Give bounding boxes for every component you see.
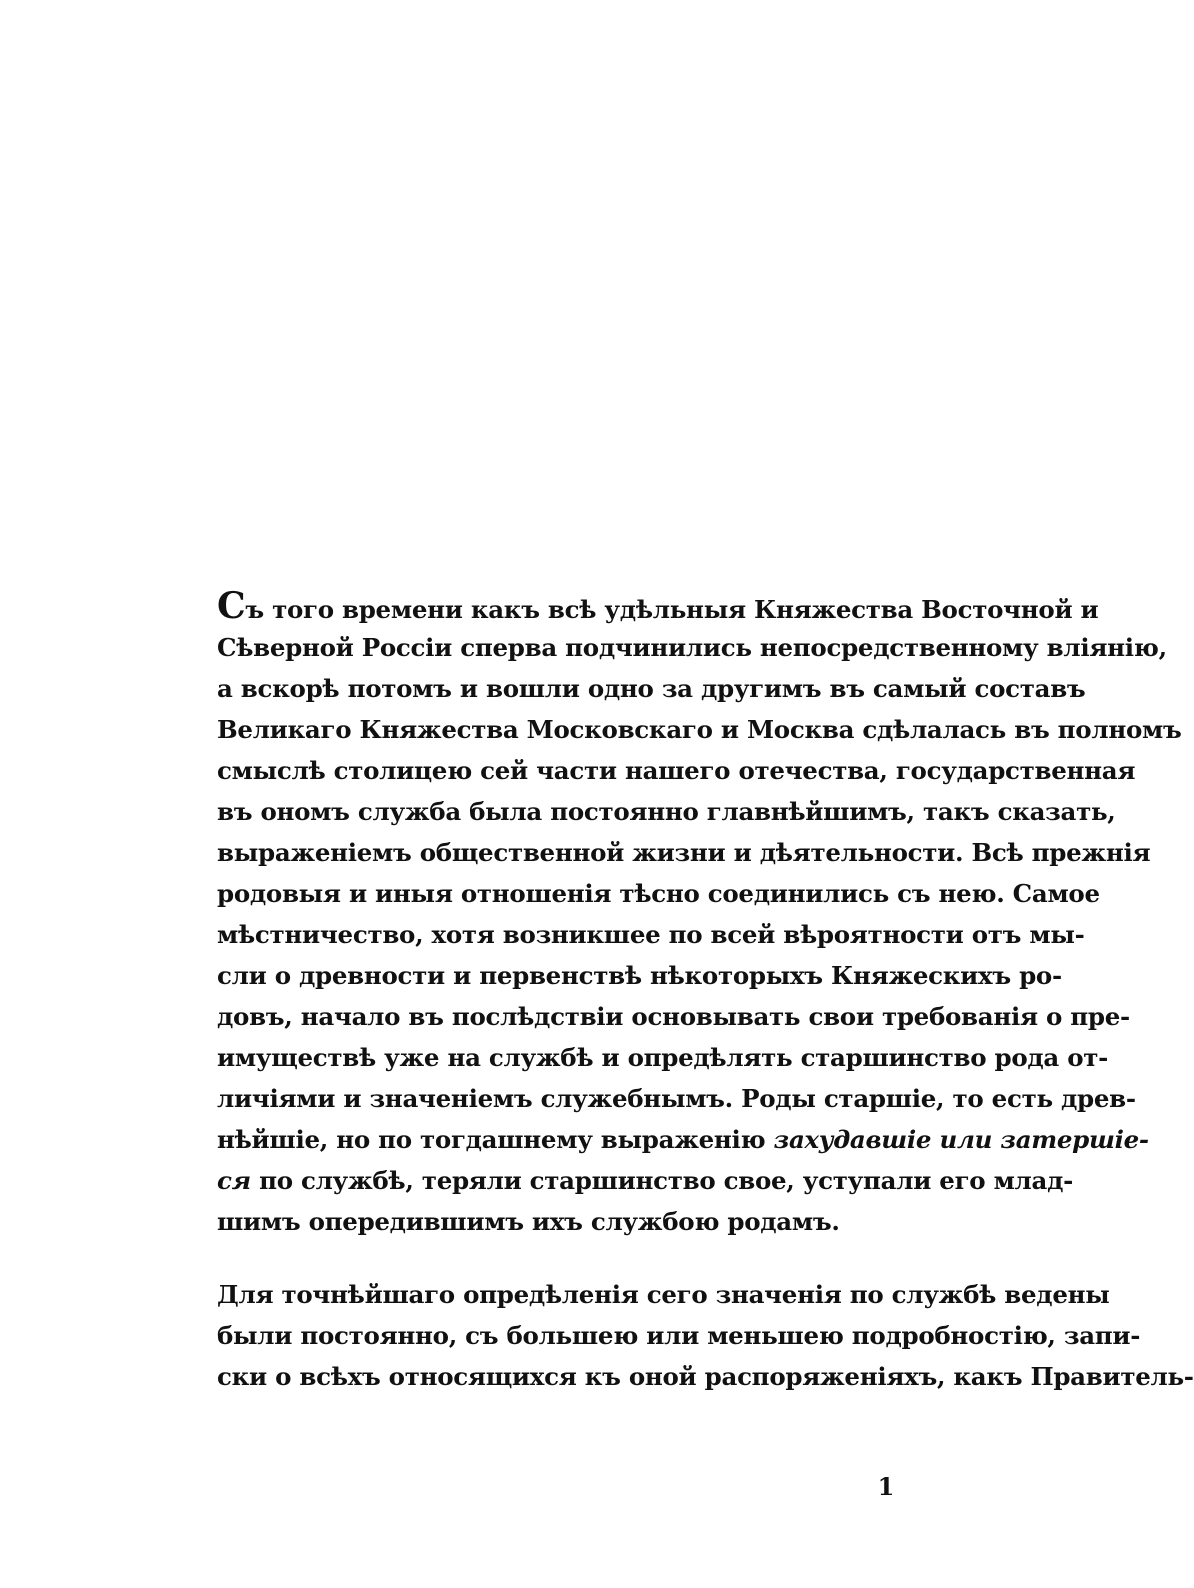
- text-line: нѣйшіе, но по тогдашнему выраженію захудавшіе или затершіе-: [217, 1125, 1149, 1154]
- paragraph-2: [217, 1274, 1194, 1397]
- body-text: [217, 585, 1194, 1397]
- paragraph-gap: [217, 1242, 993, 1274]
- italic-word: затершіе-: [1000, 1125, 1149, 1154]
- page-number: 1: [877, 1472, 895, 1501]
- text-line: были постоянно, съ большею или меньшею подробностію, запи-: [217, 1321, 1141, 1350]
- text-line: Сѣверной Россіи сперва подчинились непосредственному вліянію,: [217, 633, 1167, 662]
- text-line: шимъ опередившимъ ихъ службою родамъ.: [217, 1207, 840, 1236]
- text-line: ски о всѣхъ относящихся къ оной распоряженіяхъ, какъ Правитель-: [217, 1362, 1194, 1391]
- text-line: а вскорѣ потомъ и вошли одно за другимъ въ самый составъ: [217, 674, 1086, 703]
- text-line: Для точнѣйшаго опредѣленія сего значенія по службѣ ведены: [217, 1280, 1110, 1309]
- text-line: выраженіемъ общественной жизни и дѣятельности. Всѣ прежнія: [217, 838, 1151, 867]
- italic-word: захудавшіе: [773, 1125, 932, 1154]
- text-line: имуществѣ уже на службѣ и опредѣлять старшинство рода от-: [217, 1043, 1108, 1072]
- text-line: Великаго Княжества Московскаго и Москва сдѣлалась въ полномъ: [217, 715, 1182, 744]
- text-line: сли о древности и первенствѣ нѣкоторыхъ Княжескихъ ро-: [217, 961, 1062, 990]
- text-line: личіями и значеніемъ служебнымъ. Роды старшіе, то есть древ-: [217, 1084, 1136, 1113]
- text-line: Съ того времени какъ всѣ удѣльныя Княжества Восточной и: [217, 585, 1099, 627]
- italic-word: ся: [217, 1166, 251, 1195]
- text-line: довъ, начало въ послѣдствіи основывать свои требованія о пре-: [217, 1002, 1130, 1031]
- text-line: въ ономъ служба была постоянно главнѣйшимъ, такъ сказать,: [217, 797, 1116, 826]
- paragraph-1: [217, 585, 1182, 1242]
- italic-word: или: [939, 1125, 993, 1154]
- text-line: смыслѣ столицею сей части нашего отечества, государственная: [217, 756, 1136, 785]
- text-line: ся по службѣ, теряли старшинство свое, уступали его млад-: [217, 1166, 1073, 1195]
- text-line: мѣстничество, хотя возникшее по всей вѣроятности отъ мы-: [217, 920, 1085, 949]
- text-line: родовыя и иныя отношенія тѣсно соединились съ нею. Самое: [217, 879, 1100, 908]
- initial-letter: С: [217, 585, 246, 627]
